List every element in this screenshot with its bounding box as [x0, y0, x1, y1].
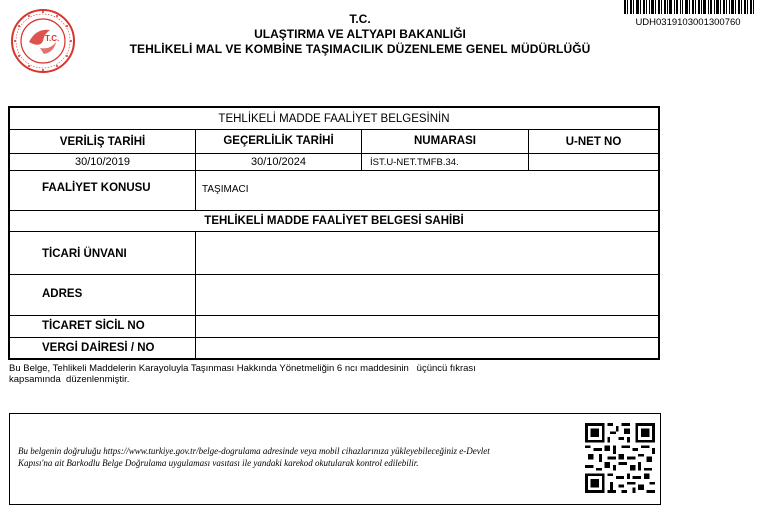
seal-center-text: T.C. [45, 34, 60, 43]
activity-subject-label: FAALİYET KONUSU [42, 182, 151, 194]
col-header-validity-date: GEÇERLİLİK TARİHİ [223, 135, 334, 147]
table-title: TEHLİKELİ MADDE FAALİYET BELGESİNİN [218, 113, 450, 125]
header-tc: T.C. [349, 12, 371, 26]
legal-note [9, 363, 569, 385]
address-label: ADRES [42, 288, 83, 300]
barcode-number: UDH0319103001300760 [635, 17, 741, 28]
col-header-number: NUMARASI [414, 135, 476, 147]
verification-line2: Kapısı'na ait Barkodlu Belge Doğrulama uygulaması vasıtası ile yandaki karekod okutularak kontrol edilebilir. [18, 458, 419, 468]
col-header-issue-date: VERİLİŞ TARİHİ [59, 136, 146, 148]
trade-name-label: TİCARİ ÜNVANI [42, 248, 127, 260]
col-header-unet-no: U-NET NO [565, 136, 622, 148]
legal-note-line2: kapsamında düzenlenmiştir. [9, 374, 130, 385]
trade-registry-no-label: TİCARET SİCİL NO [42, 320, 145, 332]
certificate-number-value: İST.U-NET.TMFB.34. [370, 157, 459, 168]
verification-line1: Bu belgenin doğruluğu https://www.turkiye.gov.tr/belge-dogrulama adresinde veya mobil cihazlarınıza yükleyebileceğiniz e-Devlet [18, 446, 490, 456]
validity-date-value: 30/10/2024 [250, 156, 307, 168]
ministry-seal [10, 8, 76, 74]
activity-subject-value: TAŞIMACI [202, 184, 249, 195]
header-ministry: ULAŞTIRMA VE ALTYAPI BAKANLIĞI [254, 27, 466, 41]
activity-certificate-table [8, 106, 660, 360]
owner-section-title: TEHLİKELİ MADDE FAALİYET BELGESİ SAHİBİ [204, 215, 464, 227]
tax-office-no-label: VERGİ DAİRESİ / NO [42, 342, 155, 354]
verification-text [18, 445, 578, 469]
qr-code [585, 423, 655, 493]
legal-note-line1: Bu Belge, Tehlikeli Maddelerin Karayoluyla Taşınması Hakkında Yönetmeliğin 6 ncı maddesinin üçüncü fıkrası [9, 363, 476, 374]
issue-date-value: 30/10/2019 [74, 156, 131, 168]
header-directorate: TEHLİKELİ MAL VE KOMBİNE TAŞIMACILIK DÜZENLEME GENEL MÜDÜRLÜĞÜ [129, 42, 591, 56]
barcode [624, 0, 754, 14]
